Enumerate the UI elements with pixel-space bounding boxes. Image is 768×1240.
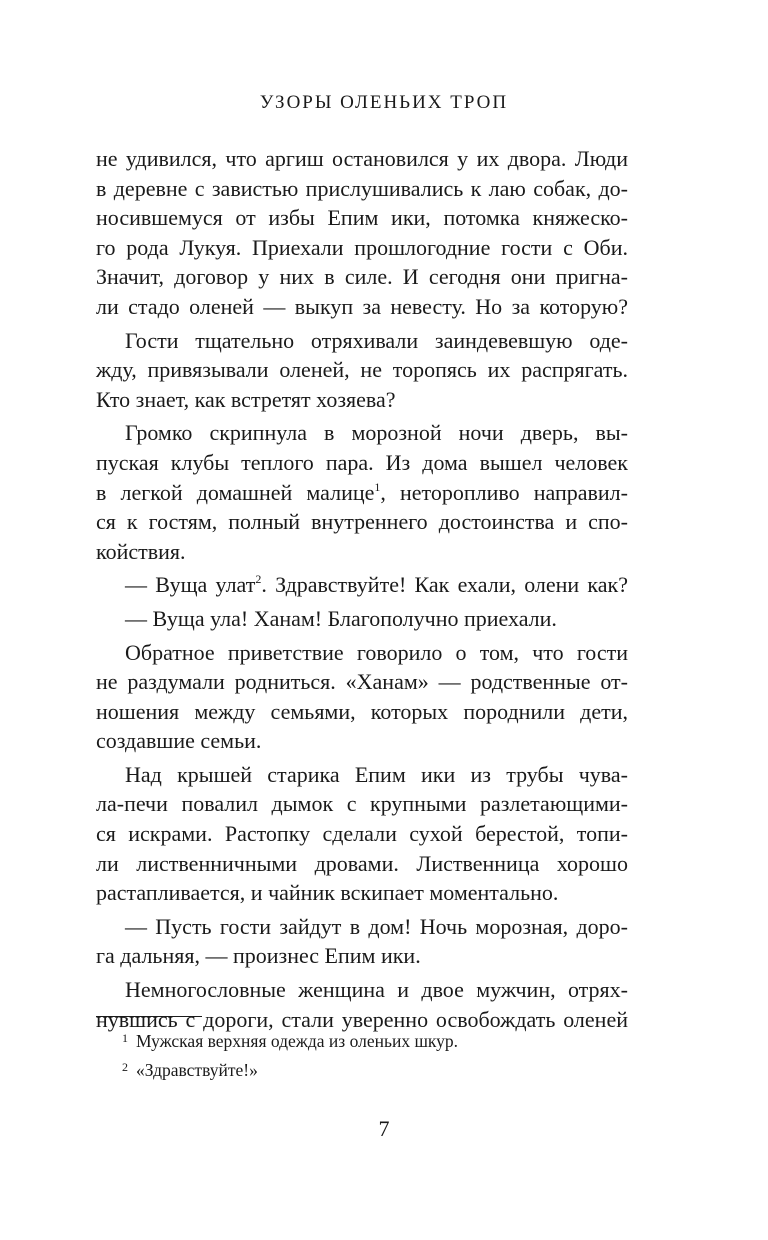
footnote-rule — [96, 1016, 202, 1017]
text-fragment: . Здравствуйте! Как ехали, олени как? — [261, 572, 628, 598]
text-line: ся искрами. Растопку сделали сухой берестой, топи- — [96, 821, 628, 847]
text-line-with-footnote — [96, 570, 628, 600]
text-line: Гости тщательно отряхивали заиндевевшую оде- — [125, 327, 628, 353]
text-line: ли лиственничными дровами. Лиственница хорошо — [96, 850, 628, 876]
body-text — [96, 144, 628, 1034]
text-line: носившемуся от избы Епим ики, потомка княжеско- — [96, 205, 628, 231]
footnote-number: 1 — [122, 1031, 128, 1045]
text-line: ли стадо оленей — выкуп за невесту. Но за которую? — [96, 293, 628, 319]
text-line: Громко скрипнула в морозной ночи дверь, вы- — [125, 420, 628, 446]
footnote — [122, 1054, 622, 1083]
text-line: растапливается, и чайник вскипает моментально. — [96, 880, 559, 906]
footnote-number: 2 — [122, 1060, 128, 1074]
text-line: го рода Лукуя. Приехали прошлогодние гости с Оби. — [96, 234, 628, 260]
text-line: пуская клубы теплого пара. Из дома вышел человек — [96, 449, 628, 475]
footnote-mark: 2 — [255, 572, 262, 587]
text-line: — Пусть гости зайдут в дом! Ночь морозная, доро- — [125, 913, 628, 939]
text-line: Над крышей старика Епим ики из трубы чува- — [125, 761, 628, 787]
text-line: — Вуща ула! Ханам! Благополучно приехали. — [125, 605, 557, 631]
text-fragment: , неторопливо направил- — [380, 479, 628, 505]
text-line: койствия. — [96, 538, 186, 564]
footnote — [122, 1025, 622, 1054]
text-line: ношения между семьями, которых породнили дети, — [96, 698, 628, 724]
text-line: Кто знает, как встретят хозяева? — [96, 386, 396, 412]
text-line: нувшись с дороги, стали уверенно освобождать оленей — [96, 1006, 628, 1032]
footnote-mark: 1 — [374, 479, 381, 494]
text-line: га дальняя, — произнес Епим ики. — [96, 943, 421, 969]
page-number: 7 — [378, 1116, 390, 1141]
text-line: создавшие семьи. — [96, 728, 262, 754]
text-line: Немногословные женщина и двое мужчин, отрях- — [125, 977, 628, 1003]
running-head: УЗОРЫ ОЛЕНЬИХ ТРОП — [259, 92, 509, 113]
text-line: ла-печи повалил дымок с крупными разлетающими- — [96, 791, 628, 817]
text-line: ся к гостям, полный внутреннего достоинства и спо- — [96, 509, 628, 535]
text-line: Обратное приветствие говорило о том, что гости — [125, 639, 628, 665]
text-line-with-footnote — [96, 478, 628, 508]
text-fragment: — Вуща улат — [125, 572, 256, 598]
footnotes — [122, 1025, 622, 1083]
text-fragment: в легкой домашней малице — [96, 479, 375, 505]
footnote-text: Мужская верхняя одежда из оленьих шкур. — [136, 1031, 459, 1051]
text-line: не удивился, что аргиш остановился у их двора. Люди — [96, 146, 628, 171]
text-line: в деревне с завистью прислушивались к лаю собак, до- — [96, 175, 628, 201]
text-line: не раздумали родниться. «Ханам» — родственные от- — [96, 669, 628, 695]
text-line: жду, привязывали оленей, не торопясь их распрягать. — [96, 357, 628, 383]
text-line: Значит, договор у них в силе. И сегодня они пригна- — [96, 264, 628, 290]
footnote-text: «Здравствуйте!» — [136, 1060, 258, 1080]
